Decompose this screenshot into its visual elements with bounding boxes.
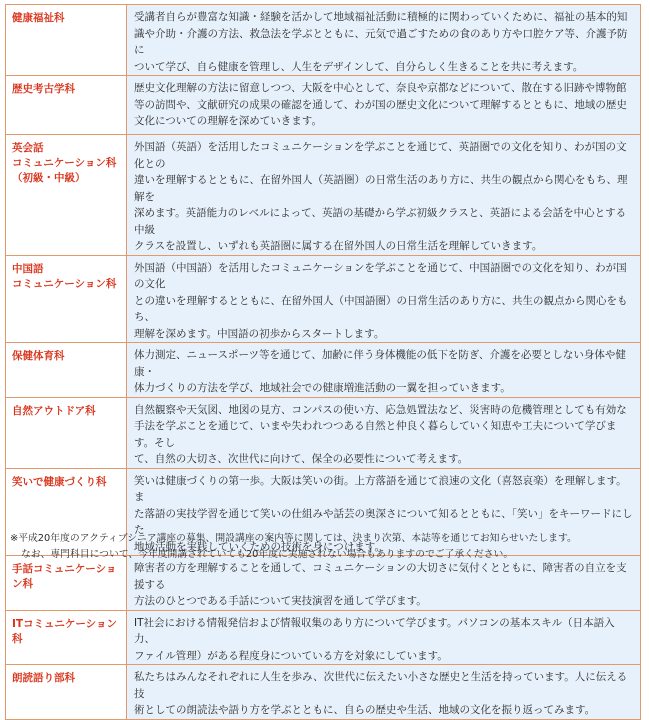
course-name-cell <box>6 610 127 665</box>
course-name-cell <box>6 76 127 135</box>
course-name: 保健体育科 <box>12 350 65 362</box>
course-description-cell <box>127 610 641 665</box>
course-name-cell <box>6 397 127 468</box>
course-description: IT社会における情報発信および情報収集のあり方について学びます。パソコンの基本スキル（日本語入力、 ファイル管理）がある程度身についている方を対象にしています。 <box>134 616 615 662</box>
course-name-cell <box>6 255 127 343</box>
course-name: 笑いで健康づくり科 <box>12 475 107 488</box>
course-description-cell <box>127 76 641 135</box>
course-description: 外国語（英語）を活用したコミュニケーションを学ぶことを通じて、英語圏での文化を知り、わが国の文化との 違いを理解するとともに、在留外国人（英語圏）の日常生活のあり方に、共生の観点から関心をもち、理解を 深めます。英語能力のレベルによって、英語の基礎から学ぶ初級クラスと、英語による会話を中心とする中級 クラスを設置し、いずれも英語圏に属する在留外国人の日常生活を理解していきます。 <box>134 141 628 252</box>
course-description-cell <box>127 135 641 256</box>
course-description-cell <box>127 255 641 343</box>
course-description: 笑いは健康づくりの第一歩。大阪は笑いの街。上方落語を通じて浪速の文化（喜怒哀楽）を理解します。ま た落語の実技学習を通じて笑いの仕組みや話芸の奥深さについて知るとともに、「笑い」をキーワードにした 地域活動を実践していくための技術を身につけます。 <box>134 474 633 553</box>
course-description-cell <box>127 665 641 720</box>
course-row <box>6 397 641 468</box>
course-name-cell <box>6 5 127 76</box>
course-description: 体力測定、ニュースポーツ等を通じて、加齢に伴う身体機能の低下を防ぎ、介護を必要としない身体や健康・ 体力づくりの方法を学び、地域社会での健康増進活動の一翼を担っていきます。 <box>134 349 626 394</box>
course-name: 歴史考古学科 <box>12 83 75 95</box>
course-name: 自然アウトドア科 <box>12 404 96 417</box>
footnote-line-1: ※平成20年度のアクティブシニア講座の募集、開設講座の案内等に関しては、決まり次第、本誌等を通じてお知らせいたします。 <box>10 533 577 544</box>
course-description: 受講者自らが豊富な知識・経験を活かして地域福祉活動に積極的に関わっていくために、福祉の基本的知 識や介助・介護の方法、救急法を学ぶとともに、元気で過ごすための食のあり方や口腔ケア等、介護予防に ついて学び、自ら健康を管理し、人生をデザインして、自分らしく生きることを共に考えます。 <box>134 11 628 73</box>
course-description-cell <box>127 397 641 468</box>
course-name-cell <box>6 343 127 398</box>
course-description-cell <box>127 556 641 611</box>
course-description: 自然観察や天気図、地図の見方、コンパスの使い方、応急処置法など、災害時の危機管理としても有効な 手法を学ぶことを通じて、いまや失われつつある自然と仲良く暮らしていく知恵や工夫について学びます。そし て、自然の大切さ、次世代に向けて、保全の必要性について考えます。 <box>134 403 627 465</box>
course-description-cell <box>127 5 641 76</box>
course-row <box>6 255 641 343</box>
course-row <box>6 665 641 720</box>
course-name: 健康福祉科 <box>12 12 65 24</box>
course-row <box>6 343 641 398</box>
footnote-line-2: なお、専門科目について、今年度開講されていても20年度に実施されない場合もありますのでご了承ください。 <box>21 549 514 560</box>
course-name-cell <box>6 135 127 256</box>
course-name: 英会話 コミュニケーション科 （初級・中級） <box>12 142 117 184</box>
course-name: 手話コミュニケーション科 <box>12 563 117 590</box>
course-name-cell <box>6 665 127 720</box>
course-description: 歴史文化理解の方法に留意しつつ、大阪を中心として、奈良や京都などについて、散在する旧跡や博物館 等の訪問や、文献研究の成果の確認を通して、わが国の歴史文化について理解するとともに、地域の歴史 文化についての理解を深めていきます。 <box>134 82 627 127</box>
course-row <box>6 76 641 135</box>
course-description: 私たちはみんなそれぞれに人生を歩み、次世代に伝えたい小さな歴史と生活を持っています。人に伝える技 術としての朗読法や語り方を学ぶとともに、自らの歴史や生活、地域の文化を振り返ってみます。 <box>134 671 628 716</box>
course-name: 中国語 コミュニケーション科 <box>12 262 117 290</box>
course-table <box>5 4 641 720</box>
course-row <box>6 556 641 611</box>
course-name: 朗読語り部科 <box>12 672 75 684</box>
course-description: 障害者の方を理解することを通して、コミュニケーションの大切さに気付くとともに、障害者の自立を支援する 方法のひとつである手話について実技演習を通して学びます。 <box>134 562 627 607</box>
course-name-cell <box>6 556 127 611</box>
course-row <box>6 135 641 256</box>
footnote <box>10 531 577 563</box>
course-name: ITコミュニケーション科 <box>12 617 117 645</box>
course-row <box>6 5 641 76</box>
course-row <box>6 610 641 665</box>
course-description: 外国語（中国語）を活用したコミュニケーションを学ぶことを通じて、中国語圏での文化を知り、わが国の文化 との違いを理解するとともに、在留外国人（中国語圏）の日常生活のあり方に、共生の観点から関心をもち、 理解を深めます。中国語の初歩からスタートします。 <box>134 261 628 340</box>
course-description-cell <box>127 343 641 398</box>
